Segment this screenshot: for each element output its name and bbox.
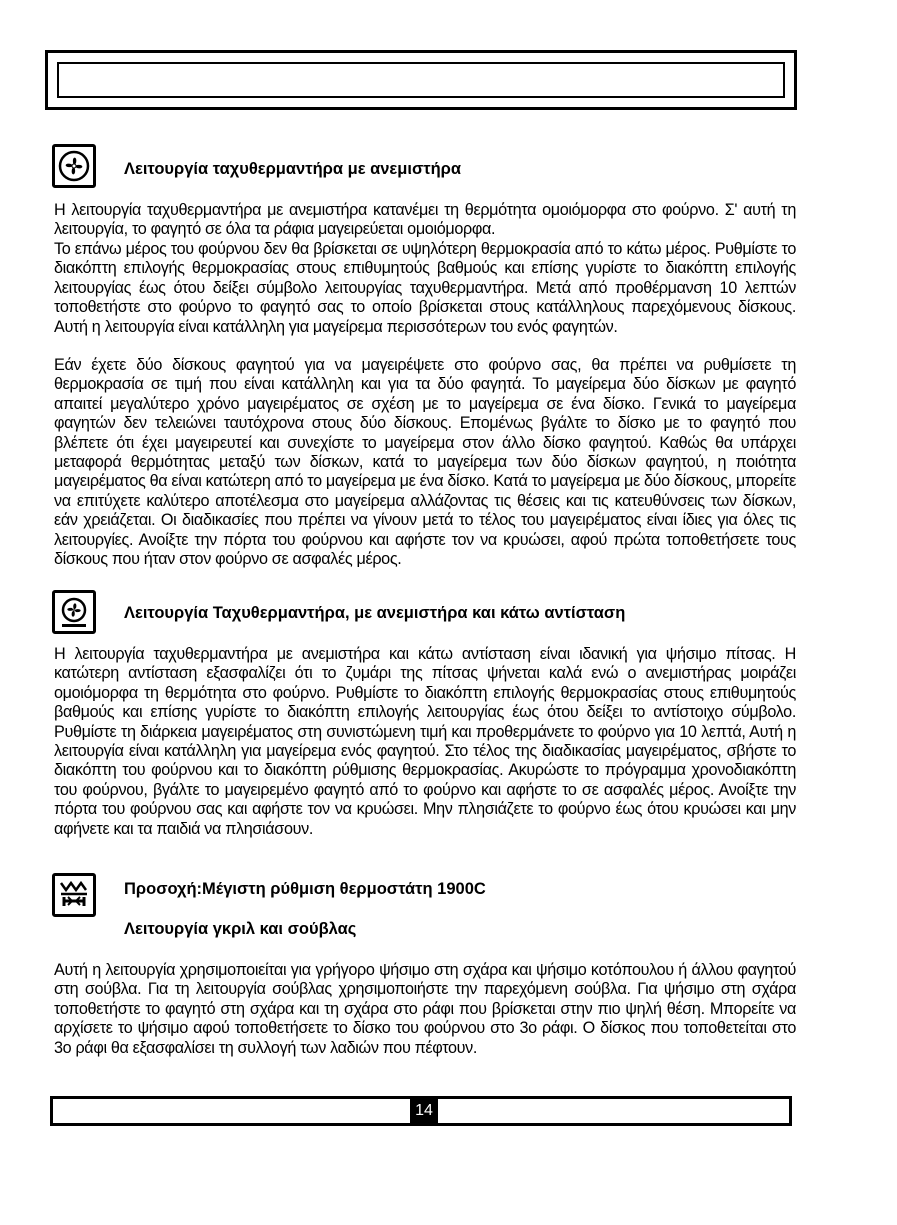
header-frame (45, 50, 797, 110)
header-inner-frame (57, 62, 785, 98)
paragraph: Η λειτουργία ταχυθερμαντήρα με ανεμιστήρα και κάτω αντίσταση είναι ιδανική για ψήσιμο πίτσας. Η κατώτερη αντίσταση εξασφαλίζει ότι το ζυμάρι της πίτσας ψήνεται καλά ενώ ο ανεμιστήρας μοιράζει ομοιόμορφα τη θερμότητα στο φούρνο. Ρυθμίστε το διακόπτη επιλογής θερμοκρασίας στους επιθυμητούς βαθμούς και επίσης γυρίστε το διακόπτη επιλογής λειτουργίας έως ότου δείξει το αντίστοιχο σύμβολο. Ρυθμίστε τη διάρκεια μαγειρέματος στη συνιστώμενη τιμή και προθερμάνετε το φούρνο για 10 λεπτά, Αυτή η λειτουργία είναι κατάλληλη για μαγείρεμα ενός φαγητού. Στο τέλος της διαδικασίας μαγειρέματος, σβήστε το διακόπτη του φούρνου και το διακόπτη ρύθμισης θερμοκρασίας. Ακυρώστε το πρόγραμμα χρονοδιακόπτη του φούρνου, βγάλτε το μαγειρεμένο φαγητό από το φούρνο και αφήστε το σε ασφαλές μέρος. Ανοίξτε την πόρτα του φούρνου σας και αφήστε τον να κρυώσει. Μην πλησιάζετε το φούρνο έως ότου κρυώσει και μην αφήνετε και τα παιδιά να πλησιάσουν. (54, 645, 796, 838)
paragraph: Η λειτουργία ταχυθερμαντήρα με ανεμιστήρα κατανέμει τη θερμότητα ομοιόμορφα στο φούρνο. Σ' αυτή τη λειτουργία, το φαγητό σε όλα τα ράφια μαγειρεύεται ομοιόμορφα. (54, 201, 796, 239)
section-heading-grill: Λειτουργία γκριλ και σούβλας (124, 920, 357, 938)
grill-rotisserie-icon (52, 873, 96, 917)
section-heading-fan: Λειτουργία ταχυθερμαντήρα με ανεμιστήρα (124, 160, 462, 178)
paragraph: Το επάνω μέρος του φούρνου δεν θα βρίσκεται σε υψηλότερη θερμοκρασία από το κάτω μέρος. Ρυθμίστε το διακόπτη επιλογής θερμοκρασίας στους επιθυμητούς βαθμούς και επίσης γυρίστε το διακόπτη επιλογής λειτουργίας έως ότου δείξει σύμβολο λειτουργίας ταχυθερμαντήρα. Μετά από προθέρμανση 10 λεπτών τοποθετήστε στο φούρνο το φαγητό σας το οποίο βρίσκεται στους κατάλληλους παρεχόμενους δίσκους. Αυτή η λειτουργία είναι κατάλληλη για μαγείρεμα περισσότερων του ενός φαγητών. (54, 240, 796, 336)
fan-bottom-heater-icon (52, 590, 96, 634)
paragraph: Αυτή η λειτουργία χρησιμοποιείται για γρήγορο ψήσιμο στη σχάρα και ψήσιμο κοτόπουλου ή άλλου φαγητού στη σούβλα. Για τη λειτουργία σούβλας χρησιμοποιήστε την παρεχόμενη σούβλα. Για ψήσιμο στη σχάρα τοποθετήστε το φαγητό στη σχάρα και τη σχάρα στο ράφι που βρίσκεται στην πιο ψηλή θέση. Μπορείτε να αρχίσετε το ψήσιμο αφού τοποθετήσετε το δίσκο του φούρνου στο 3ο ράφι. Ο δίσκος που τοποθετείται στο 3ο ράφι θα εξασφαλίσει τη συλλογή των λαδιών που πέφτουν. (54, 961, 796, 1057)
warning-text: Προσοχή:Μέγιστη ρύθμιση θερμοστάτη 1900C (124, 880, 486, 898)
paragraph: Εάν έχετε δύο δίσκους φαγητού για να μαγειρέψετε στο φούρνο σας, θα πρέπει να ρυθμίσετε τη θερμοκρασία σε τιμή που είναι κατάλληλη και για τα δύο φαγητά. Το μαγείρεμα δύο δίσκων με φαγητό απαιτεί μεγαλύτερο χρόνο μαγειρέματος σε σχέση με το μαγείρεμα σε ένα δίσκο. Γενικά το μαγείρεμα φαγητών δεν τελειώνει ταυτόχρονα στους δύο δίσκους. Επομένως βγάλτε το δίσκο με το φαγητό που βλέπετε ότι έχει μαγειρευτεί και συνεχίστε το μαγείρεμα στον άλλο δίσκο φαγητού. Καθώς θα υπάρχει μεταφορά θερμότητας μεταξύ των δίσκων, κατά το μαγείρεμα των δύο δίσκων φαγητού, η ποιότητα μαγειρέματος θα είναι κατώτερη από το μαγείρεμα με ένα δίσκο. Κατά το μαγείρεμα με δύο δίσκους, μπορείτε να επιτύχετε καλύτερο αποτέλεσμα στο μαγείρεμα αλλάζοντας τις θέσεις και τις κατευθύνσεις των δίσκων, εάν χρειάζεται. Οι διαδικασίες που πρέπει να γίνουν μετά το τέλος του μαγειρέματος είναι ίδιες για όλες τις λειτουργίες. Ανοίξτε την πόρτα του φούρνου και αφήστε τον να κρυώσει, αφού πρώτα τοποθετήσετε τους δίσκους που ήταν στον φούρνο σε ασφαλές μέρος. (54, 356, 797, 569)
fan-icon (52, 144, 96, 188)
page-number: 14 (410, 1097, 438, 1124)
section-heading-fan-bottom: Λειτουργία Ταχυθερμαντήρα, με ανεμιστήρα και κάτω αντίσταση (124, 604, 626, 622)
